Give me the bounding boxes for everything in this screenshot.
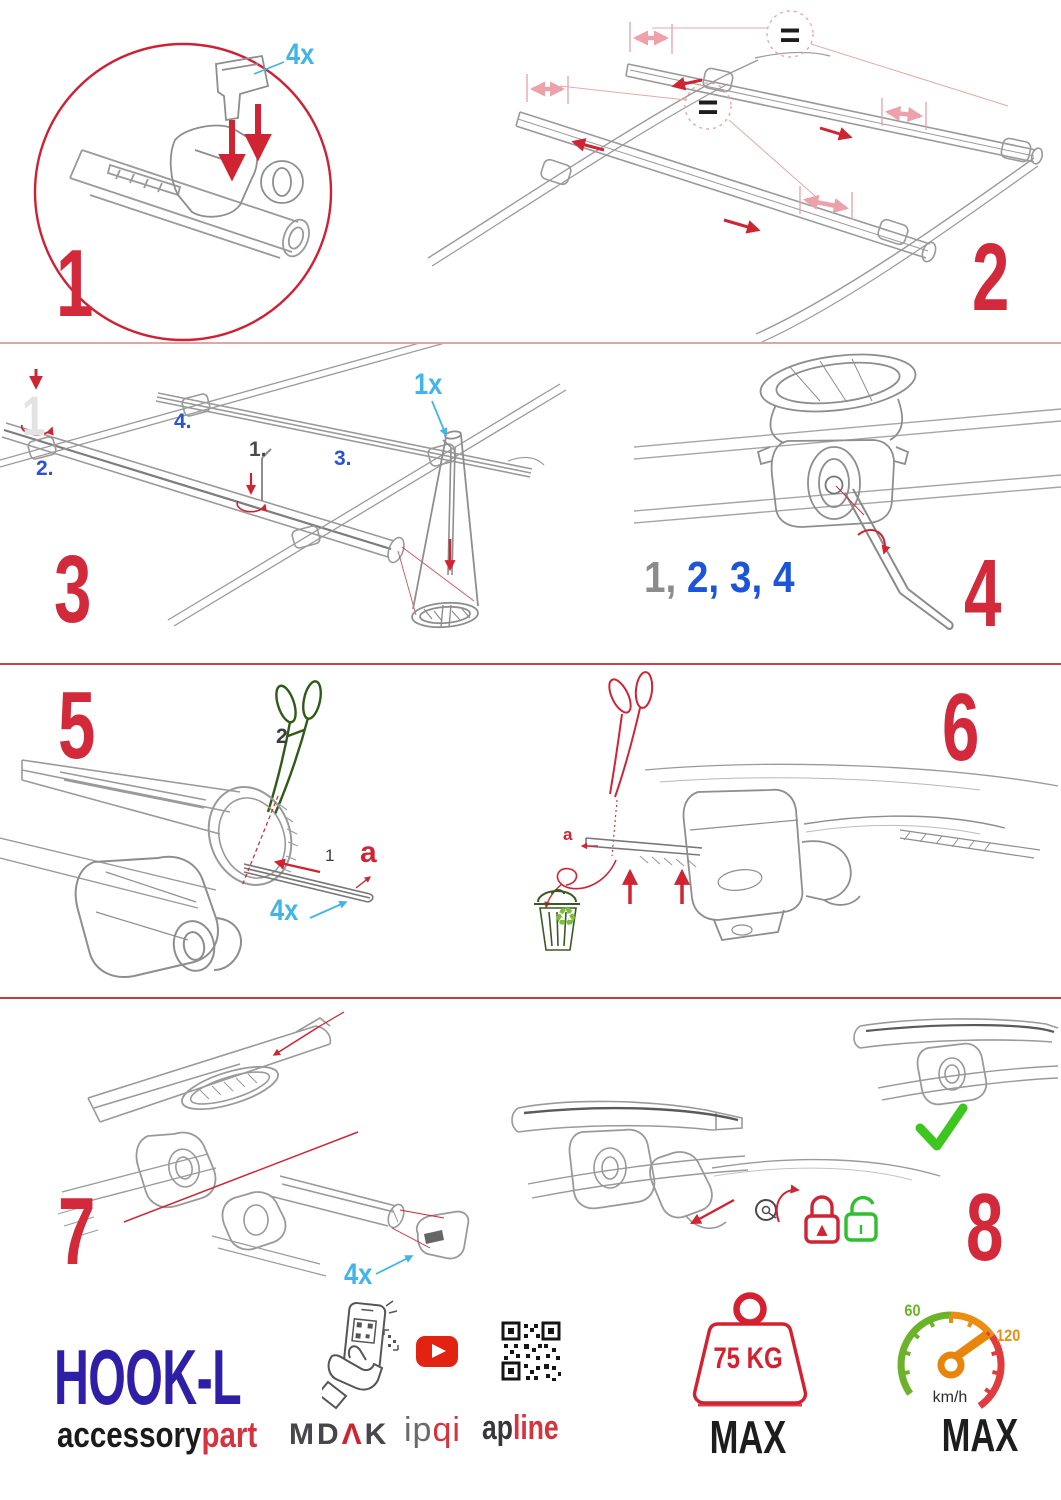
- section-divider-3: [0, 997, 1061, 999]
- step7-red-marks: [124, 1012, 358, 1222]
- step1-number: 1: [56, 230, 94, 337]
- step7-art: [58, 1012, 468, 1276]
- allen-key-large: [845, 489, 953, 629]
- scissors-red-icon: [605, 671, 654, 856]
- step2-number: 2: [972, 224, 1010, 331]
- band3-illustration: [0, 664, 1061, 998]
- step8-locked-drawing: [854, 1019, 1058, 1104]
- step6-dim-label: a: [563, 825, 573, 844]
- step5-number: 5: [58, 672, 96, 779]
- step4-sequence: [644, 553, 795, 602]
- scan-qr-phone-icon: [322, 1298, 400, 1410]
- step2-roofbars-art: [428, 11, 1044, 342]
- clamp-cover-art: [684, 790, 1040, 940]
- step5-strip-label: 1: [325, 846, 335, 865]
- clamp-art: [171, 126, 303, 217]
- step3-label-3: 3.: [334, 447, 352, 470]
- step5-cut-label: 2: [276, 725, 288, 748]
- ipqi-part1: ip: [404, 1411, 433, 1449]
- padlock-unlocked-icon: [846, 1198, 876, 1240]
- clamp-art: [76, 857, 241, 977]
- speed-max-label: MAX: [941, 1409, 1019, 1461]
- step7-number: 7: [58, 1178, 96, 1285]
- ipqi-part2: qi: [432, 1411, 461, 1449]
- band2-illustration: [0, 343, 1061, 664]
- logo-mdak: [289, 1420, 389, 1450]
- sequence-done: 1,: [644, 553, 677, 602]
- sequence-todo: 2, 3, 4: [686, 553, 795, 602]
- step1-qty-label: 4x: [286, 38, 315, 71]
- step6-number: 6: [942, 674, 980, 781]
- section-divider-1: [0, 342, 1061, 344]
- step3-number: 3: [54, 536, 92, 643]
- qr-code: [500, 1320, 562, 1382]
- mdak-part1: MD: [289, 1418, 342, 1451]
- brand-black: accessory: [57, 1414, 202, 1455]
- step5-qty-label: 4x: [270, 894, 299, 927]
- speed-60-label: 60: [904, 1301, 921, 1320]
- speed-unit-label: km/h: [932, 1389, 968, 1406]
- step4-number: 4: [964, 540, 1002, 647]
- step5-red-marks: [242, 796, 370, 888]
- youtube-icon: [416, 1336, 458, 1367]
- band4-illustration: [0, 998, 1061, 1305]
- checkmark-icon: [920, 1108, 963, 1146]
- crossbar-end-art: [70, 150, 314, 260]
- weight-max-label: MAX: [709, 1411, 787, 1463]
- brand-red: part: [201, 1414, 258, 1455]
- endcap-drawing: [212, 1176, 468, 1276]
- step5-dim-label: a: [360, 836, 377, 869]
- equal-sign-2: =: [697, 86, 719, 127]
- weight-limit-value: 75 KG: [713, 1342, 783, 1375]
- padlock-locked-icon: [806, 1197, 838, 1242]
- qty-arrow: [376, 1256, 412, 1274]
- step7-qty-label: 4x: [344, 1258, 373, 1291]
- step6-art: [534, 671, 1058, 950]
- section-divider-2: [0, 663, 1061, 665]
- step3-label-1: 1.: [249, 438, 267, 461]
- equal-sign-1: =: [779, 14, 801, 55]
- band1-illustration: [0, 0, 1061, 343]
- logo-ipqi: [404, 1413, 461, 1447]
- step3-qty-label: 1x: [414, 368, 443, 401]
- endcap-tab: [424, 1230, 444, 1244]
- recycle-icon: ♻: [554, 902, 578, 932]
- speed-120-label: 120: [996, 1326, 1021, 1345]
- play-icon: [432, 1344, 446, 1358]
- mdak-part3: K: [364, 1418, 390, 1451]
- step8-number: 8: [966, 1174, 1004, 1281]
- step5-art: [0, 672, 373, 977]
- apline-part1: ap: [482, 1409, 513, 1447]
- step3-ghost-label: 1: [22, 384, 46, 447]
- logo-apline: [482, 1411, 559, 1445]
- brand-logo: [57, 1414, 258, 1455]
- step3-label-2: 2.: [36, 457, 54, 480]
- qty-arrow: [310, 902, 346, 918]
- mdak-caret: Λ: [341, 1418, 365, 1451]
- product-name: HOOK-L: [54, 1333, 242, 1421]
- insert-arrows: [232, 104, 258, 176]
- apline-part2: line: [512, 1409, 559, 1447]
- step6-red-marks: [546, 846, 682, 907]
- step3-label-4: 4.: [174, 410, 192, 433]
- bar-opening-art: [0, 760, 305, 908]
- qty-arrow: [432, 401, 446, 435]
